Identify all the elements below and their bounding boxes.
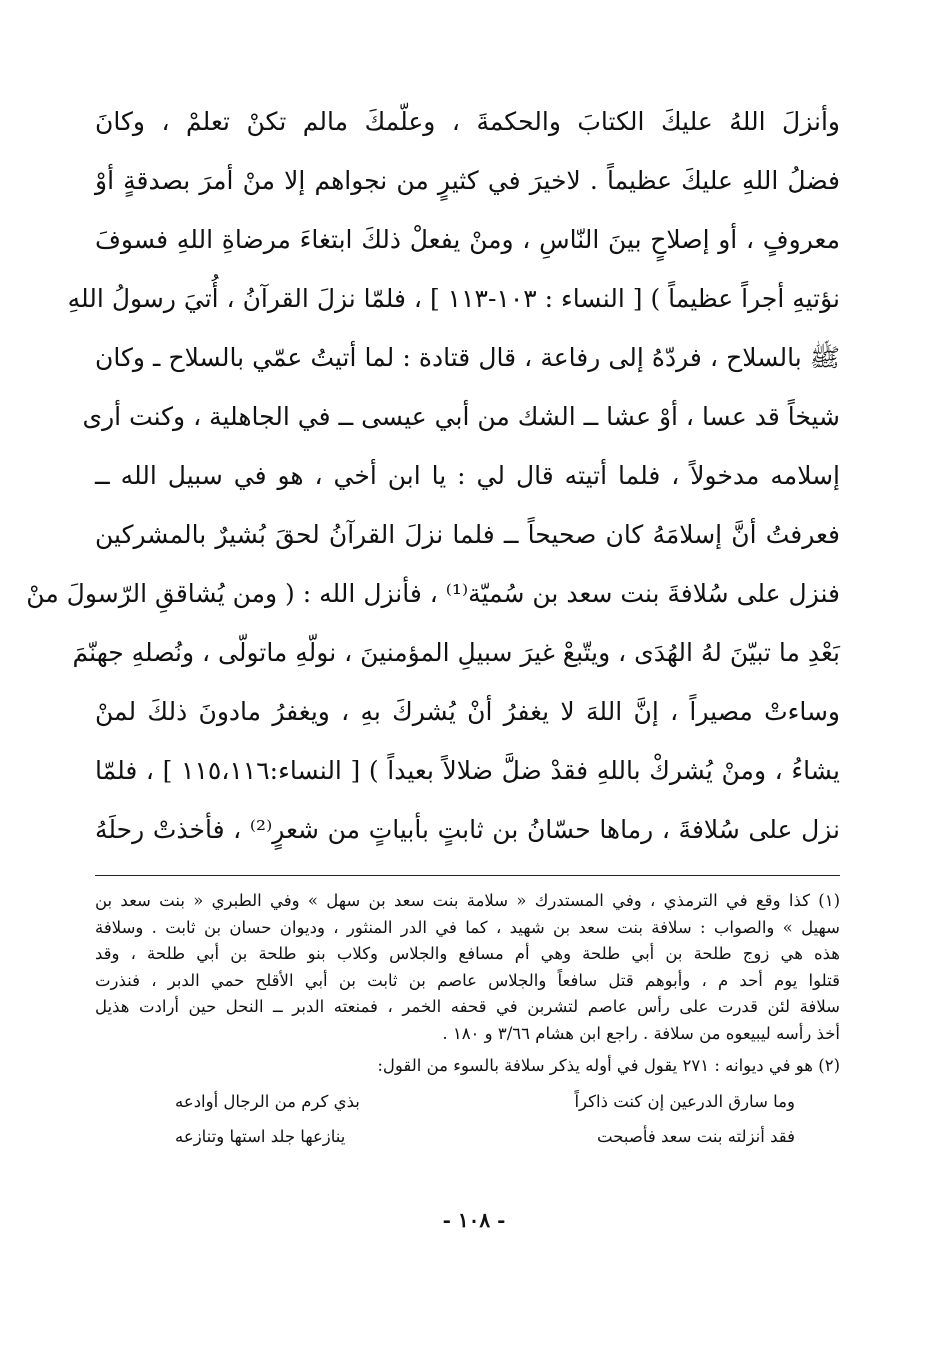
body-line: معروفٍ ، أو إصلاحٍ بينَ النّاسِ ، ومنْ يفعلْ ذلكَ ابتغاءَ مرضاةِ اللهِ فسوفَ xyxy=(95,225,840,254)
body-line: إسلامه مدخولاً ، فلما أتيته قال لي : يا ابن أخي ، هو في سبيل الله ــ xyxy=(95,461,840,490)
poem-verse xyxy=(95,1119,840,1154)
body-line: يشاءُ ، ومنْ يُشركْ باللهِ فقدْ ضلَّ ضلالاً بعيداً ) [ النساء:١١٥،١١٦ ] ، فلمّا xyxy=(95,756,840,785)
footnote-1-line: هذه هي زوج طلحة بن أبي طلحة وهي أم مسافع والجلاس وكلاب بنو طلحة بن أبي طلحة ، وقد xyxy=(95,944,840,963)
poem-verses xyxy=(95,1084,840,1154)
verse-second-hemistich: بذي كرم من الرجال أوادعه xyxy=(175,1091,360,1111)
body-line: نزل على سُلافةَ ، رماها حسّانُ بن ثابتٍ بأبياتٍ من شعرٍ⁽²⁾ ، فأخذتْ رحلَهُ xyxy=(95,815,841,844)
footnote-1-line: قتلوا يوم أحد م ، وأبوهم قتل سافعاً والجلاس عاصم بن ثابت بن أبي الأقلح حمي الدبر ، فنذرت xyxy=(95,970,840,990)
body-line: وساءتْ مصيراً ، إنَّ اللهَ لا يغفرُ أنْ يُشركَ بهِ ، ويغفرُ مادونَ ذلكَ لمنْ xyxy=(95,697,840,726)
body-line: ﷺ بالسلاح ، فردّهُ إلى رفاعة ، قال قتادة : لما أتيتُ عمّي بالسلاح ـ وكان xyxy=(95,343,840,372)
body-line: فعرفتُ أنَّ إسلامَهُ كان صحيحاً ــ فلما نزلَ القرآنُ لحقَ بُشيرٌ بالمشركين xyxy=(95,520,840,549)
footnote-divider xyxy=(95,875,840,876)
verse-first-hemistich: وما سارق الدرعين إن كنت ذاكراً xyxy=(574,1091,795,1111)
footnote-1-line: سهيل » والصواب : سلافة بنت سعد بن شهيد ، كما في الدر المنثور ، وديوان حسان بن ثابت . وسلافة xyxy=(95,917,840,937)
main-text-block xyxy=(26,92,841,859)
footnote-2-line: (٢) هو في ديوانه : ٢٧١ يقول في أوله يذكر سلافة بالسوء من القول: xyxy=(377,1056,840,1075)
body-line: شيخاً قد عسا ، أوْ عشا ــ الشك من أبي عيسى ــ في الجاهلية ، وكنت أرى xyxy=(82,402,840,431)
body-line: بَعْدِ ما تبيّنَ لهُ الهُدَى ، ويتّبعْ غيرَ سبيلِ المؤمنينَ ، نولّهِ ماتولّى ، ونُصلهِ جهنّمَ xyxy=(72,638,840,667)
page-number: - ١٠٨ - xyxy=(442,1208,506,1232)
poem-verse xyxy=(95,1084,840,1119)
body-line: وأنزلَ اللهُ عليكَ الكتابَ والحكمةَ ، وعلّمكَ مالم تكنْ تعلمْ ، وكانَ xyxy=(95,107,840,136)
verse-first-hemistich: فقد أنزلته بنت سعد فأصبحت xyxy=(597,1126,795,1146)
body-line: فنزل على سُلافةَ بنت سعد بن سُميّة⁽¹⁾ ، فأنزل الله : ( ومن يُشاققِ الرّسولَ منْ xyxy=(26,579,840,608)
footnotes-block xyxy=(95,888,840,1154)
footnote-1-line: أخذ رأسه ليبيعوه من سلافة . راجع ابن هشام ٣/٦٦ و ١٨٠ . xyxy=(442,1023,840,1043)
footnote-1-line: (١) كذا وقع في الترمذي ، وفي المستدرك « سلامة بنت سعد بن سهل » وفي الطبري « بنت سعد بن xyxy=(95,891,840,910)
body-line: نؤتيهِ أجراً عظيماً ) [ النساء : ١٠٣-١١٣ ] ، فلمّا نزلَ القرآنُ ، أُتيَ رسولُ اللهِ xyxy=(67,284,840,313)
body-line: فضلُ اللهِ عليكَ عظيماً . لاخيرَ في كثيرٍ من نجواهم إلا منْ أمرَ بصدقةٍ أوْ xyxy=(95,166,840,195)
footnote-1-line: سلافة لئن قدرت على رأس عاصم لتشربن في قحفه الخمر ، فمنعته الدبر ــ النحل حين أرادت هذيل xyxy=(95,997,840,1016)
verse-second-hemistich: ينازعها جلد استها وتنازعه xyxy=(175,1126,346,1146)
